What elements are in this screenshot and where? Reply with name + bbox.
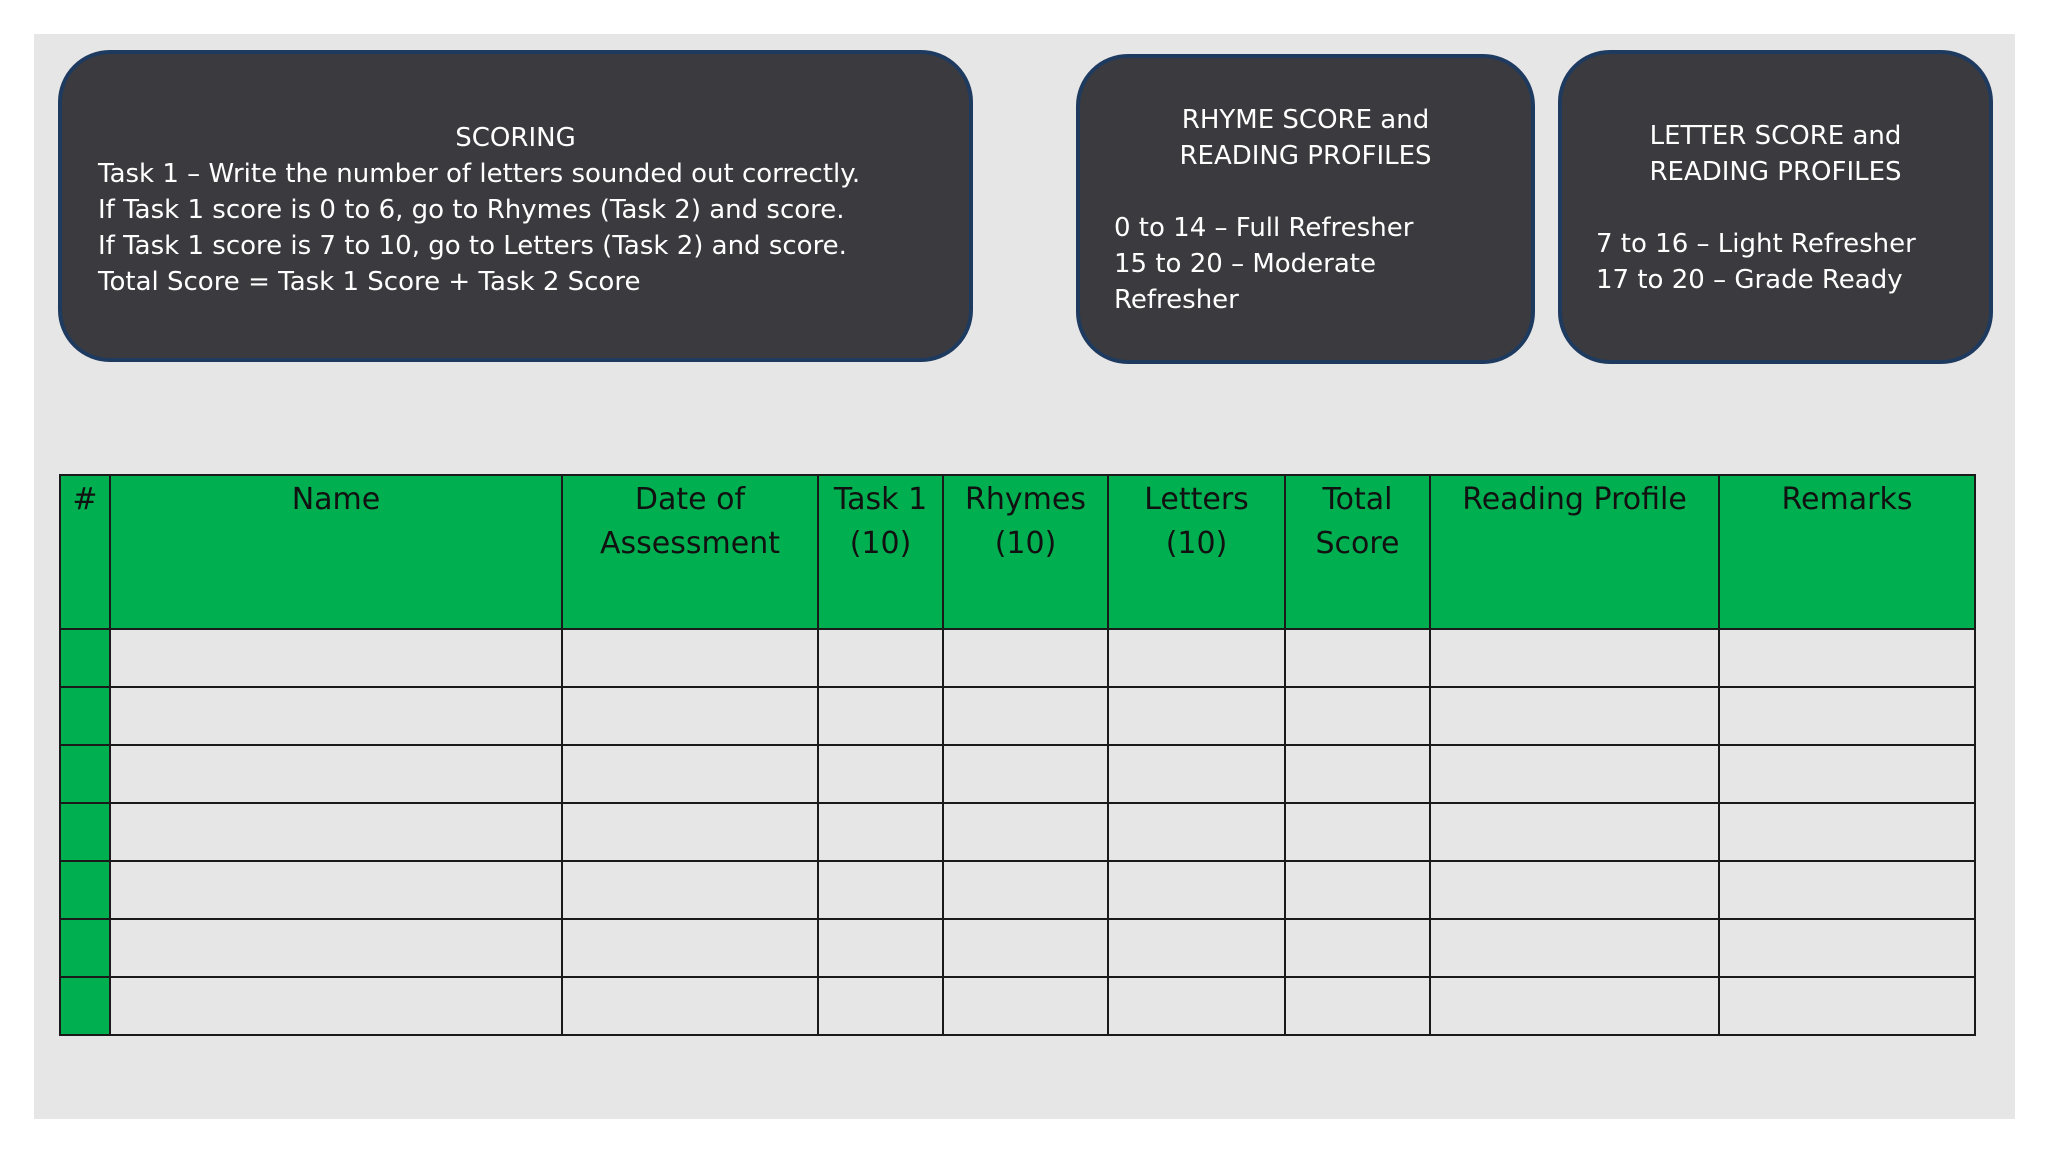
table-cell-remarks[interactable] — [1719, 861, 1975, 919]
header-date-of-assessment: Date of Assessment — [562, 475, 818, 629]
table-cell-total[interactable] — [1285, 861, 1430, 919]
header-reading-profile: Reading Profile — [1430, 475, 1719, 629]
table-row — [60, 803, 1975, 861]
table-cell-date[interactable] — [562, 919, 818, 977]
table-cell-profile[interactable] — [1430, 919, 1719, 977]
table-cell-letters[interactable] — [1108, 861, 1285, 919]
letter-profile-box — [1558, 50, 1993, 364]
table-cell-total[interactable] — [1285, 745, 1430, 803]
table-cell-rhymes[interactable] — [943, 803, 1108, 861]
table-row — [60, 861, 1975, 919]
table-cell-number — [60, 803, 110, 861]
scoring-line: If Task 1 score is 7 to 10, go to Letters (Task 2) and score. — [98, 231, 847, 261]
table-cell-date[interactable] — [562, 629, 818, 687]
table-cell-date[interactable] — [562, 861, 818, 919]
table-cell-name[interactable] — [110, 977, 562, 1035]
header-number: # — [60, 475, 110, 629]
table-cell-profile[interactable] — [1430, 977, 1719, 1035]
table-cell-profile[interactable] — [1430, 745, 1719, 803]
table-cell-rhymes[interactable] — [943, 629, 1108, 687]
table-cell-number — [60, 861, 110, 919]
rhyme-profile-line: 0 to 14 – Full Refresher — [1114, 213, 1414, 243]
table-row — [60, 687, 1975, 745]
rhyme-profile-title-line2: READING PROFILES — [1179, 141, 1432, 171]
table-cell-letters[interactable] — [1108, 687, 1285, 745]
table-cell-name[interactable] — [110, 861, 562, 919]
table-cell-task1[interactable] — [818, 745, 943, 803]
table-cell-name[interactable] — [110, 919, 562, 977]
rhyme-profile-title-line1: RHYME SCORE and — [1181, 105, 1430, 135]
rhyme-profile-line: 15 to 20 – Moderate — [1114, 249, 1376, 279]
table-cell-profile[interactable] — [1430, 629, 1719, 687]
table-cell-date[interactable] — [562, 977, 818, 1035]
header-rhymes: Rhymes (10) — [943, 475, 1108, 629]
table-cell-remarks[interactable] — [1719, 919, 1975, 977]
table-cell-name[interactable] — [110, 745, 562, 803]
table-row — [60, 745, 1975, 803]
letter-profile-line: 17 to 20 – Grade Ready — [1596, 265, 1903, 295]
table-cell-number — [60, 919, 110, 977]
scoring-line: Total Score = Task 1 Score + Task 2 Score — [98, 267, 641, 297]
table-cell-task1[interactable] — [818, 919, 943, 977]
table-cell-rhymes[interactable] — [943, 861, 1108, 919]
table-cell-total[interactable] — [1285, 629, 1430, 687]
table-cell-total[interactable] — [1285, 803, 1430, 861]
table-cell-rhymes[interactable] — [943, 977, 1108, 1035]
table-cell-remarks[interactable] — [1719, 745, 1975, 803]
table-cell-task1[interactable] — [818, 861, 943, 919]
table-cell-profile[interactable] — [1430, 861, 1719, 919]
table-row — [60, 919, 1975, 977]
table-cell-task1[interactable] — [818, 803, 943, 861]
header-remarks: Remarks — [1719, 475, 1975, 629]
header-task-1: Task 1 (10) — [818, 475, 943, 629]
table-cell-number — [60, 745, 110, 803]
letter-profile-title-line1: LETTER SCORE and — [1649, 121, 1902, 151]
table-cell-profile[interactable] — [1430, 803, 1719, 861]
header-letters: Letters (10) — [1108, 475, 1285, 629]
table-cell-letters[interactable] — [1108, 629, 1285, 687]
scoring-title: SCORING — [455, 123, 576, 153]
table-cell-letters[interactable] — [1108, 977, 1285, 1035]
table-cell-task1[interactable] — [818, 687, 943, 745]
table-cell-remarks[interactable] — [1719, 977, 1975, 1035]
table-cell-number — [60, 977, 110, 1035]
table-cell-date[interactable] — [562, 687, 818, 745]
letter-profile-title-line2: READING PROFILES — [1649, 157, 1902, 187]
table-cell-profile[interactable] — [1430, 687, 1719, 745]
table-cell-remarks[interactable] — [1719, 687, 1975, 745]
table-cell-rhymes[interactable] — [943, 919, 1108, 977]
rhyme-profile-line: Refresher — [1114, 285, 1239, 315]
table-cell-total[interactable] — [1285, 919, 1430, 977]
rhyme-profile-box — [1076, 54, 1535, 364]
table-cell-date[interactable] — [562, 745, 818, 803]
table-cell-letters[interactable] — [1108, 745, 1285, 803]
slide — [34, 34, 2015, 1119]
letter-profile-line: 7 to 16 – Light Refresher — [1596, 229, 1916, 259]
table-cell-number — [60, 687, 110, 745]
table-header-row — [60, 475, 1975, 629]
table-cell-date[interactable] — [562, 803, 818, 861]
table-row — [60, 977, 1975, 1035]
table-cell-name[interactable] — [110, 629, 562, 687]
scoring-line: If Task 1 score is 0 to 6, go to Rhymes (Task 2) and score. — [98, 195, 845, 225]
table-cell-task1[interactable] — [818, 977, 943, 1035]
scoring-box — [58, 50, 973, 362]
table-cell-letters[interactable] — [1108, 803, 1285, 861]
scoring-line: Task 1 – Write the number of letters sounded out correctly. — [98, 159, 861, 189]
table-row — [60, 629, 1975, 687]
table-cell-rhymes[interactable] — [943, 745, 1108, 803]
header-name: Name — [110, 475, 562, 629]
header-total-score: Total Score — [1285, 475, 1430, 629]
table-cell-task1[interactable] — [818, 629, 943, 687]
table-cell-name[interactable] — [110, 803, 562, 861]
table-cell-total[interactable] — [1285, 687, 1430, 745]
table-cell-rhymes[interactable] — [943, 687, 1108, 745]
table-cell-remarks[interactable] — [1719, 803, 1975, 861]
table-cell-name[interactable] — [110, 687, 562, 745]
table-cell-remarks[interactable] — [1719, 629, 1975, 687]
table-cell-total[interactable] — [1285, 977, 1430, 1035]
assessment-table — [59, 474, 1976, 1036]
table-cell-letters[interactable] — [1108, 919, 1285, 977]
table-cell-number — [60, 629, 110, 687]
